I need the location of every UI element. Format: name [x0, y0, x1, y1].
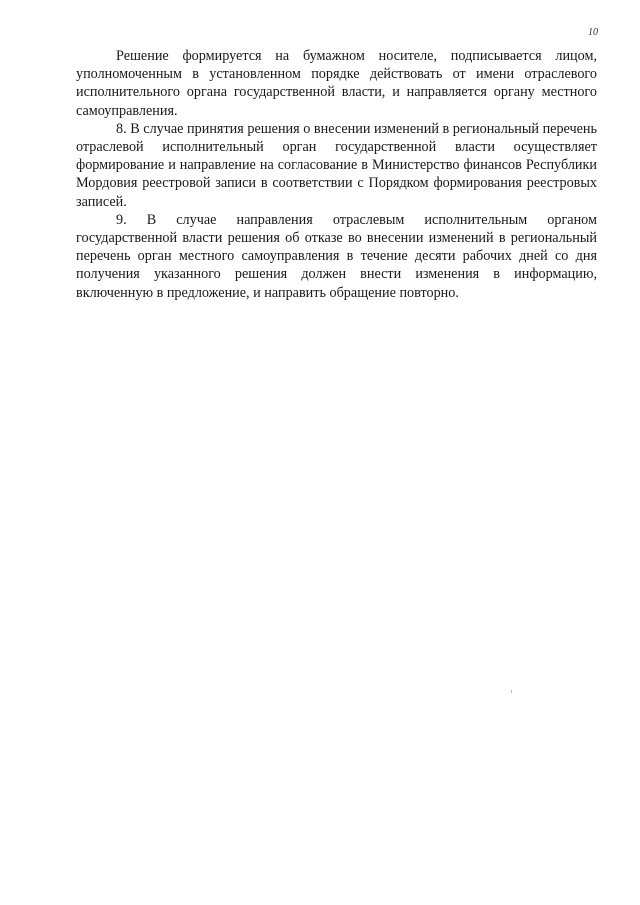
- document-body: [76, 47, 597, 302]
- paragraph-item-9: 9. В случае направления отраслевым исполнительным органом государственной власти решения об отказе во внесении изменений в региональный перечень орган местного самоуправления в течение десяти рабочих дней со дня получения указанного решения должен внести изменения в информацию, включенную в предложение, и направить обращение повторно.: [76, 211, 597, 301]
- paragraph-decision-format: Решение формируется на бумажном носителе, подписывается лицом, уполномоченным в установленном порядке действовать от имени отраслевого исполнительного органа государственной власти, и направляется органу местного самоуправления.: [76, 48, 597, 119]
- paragraph-item-8: 8. В случае принятия решения о внесении изменений в региональный перечень отраслевой исполнительный орган государственной власти осуществляет формирование и направление на согласование в Министерство финансов Республики Мордовия реестровой записи в соответствии с Порядком формирования реестровых записей.: [76, 120, 597, 210]
- page-number: 10: [588, 27, 598, 38]
- scan-speck: [511, 690, 512, 693]
